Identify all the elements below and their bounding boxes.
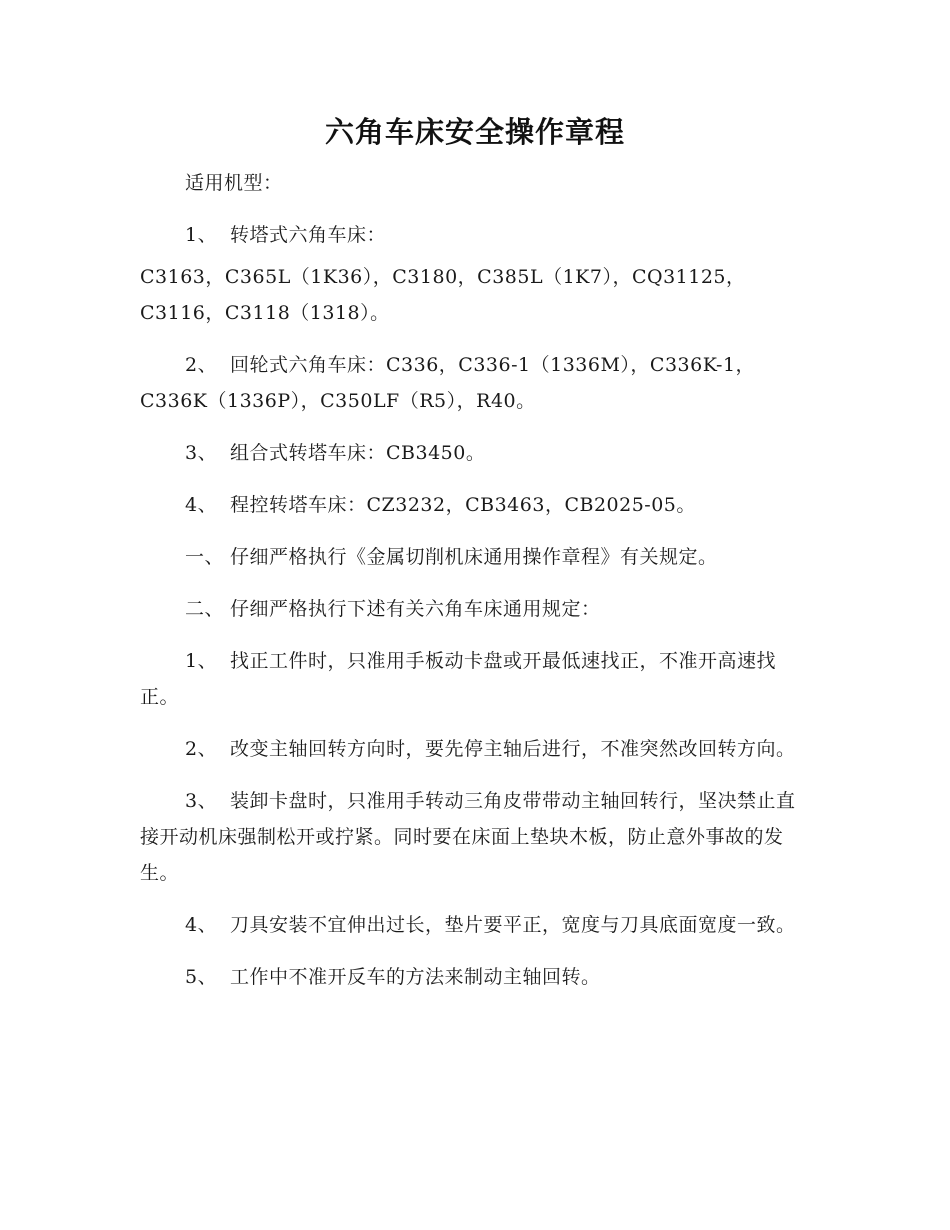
paragraph-text: 找正工件时，只准用手板动卡盘或开最低速找正，不准开高速找正。 <box>140 650 777 708</box>
document-body <box>140 165 805 1011</box>
item-number: 2、 <box>185 738 218 760</box>
paragraph-model-list <box>140 259 805 331</box>
item-number: 1、 <box>185 224 218 246</box>
item-number: 3、 <box>185 790 218 812</box>
paragraph-item <box>140 217 805 253</box>
paragraph-text: 程控转塔车床：CZ3232，CB3463，CB2025-05。 <box>230 494 696 516</box>
paragraph-text: 适用机型： <box>185 172 283 194</box>
paragraph-item <box>140 783 805 891</box>
paragraph-text: 工作中不准开反车的方法来制动主轴回转。 <box>230 966 601 988</box>
paragraph-item <box>140 435 805 471</box>
paragraph-text: 仔细严格执行《金属切削机床通用操作章程》有关规定。 <box>230 546 718 568</box>
paragraph-text: 刀具安装不宜伸出过长，垫片要平正，宽度与刀具底面宽度一致。 <box>230 914 796 936</box>
paragraph-text: 转塔式六角车床： <box>230 224 387 246</box>
paragraph-applicable-models <box>140 165 805 201</box>
paragraph-section <box>140 539 805 575</box>
paragraph-item <box>140 643 805 715</box>
paragraph-item <box>140 347 805 419</box>
paragraph-text: C3163，C365L（1K36），C3180，C385L（1K7），CQ31125，C3116，C3118（1318）。 <box>140 266 746 324</box>
paragraph-item <box>140 731 805 767</box>
item-number: 2、 <box>185 354 218 376</box>
section-number: 一、 <box>185 546 225 568</box>
paragraph-item <box>140 487 805 523</box>
item-number: 4、 <box>185 914 218 936</box>
item-number: 5、 <box>185 966 218 988</box>
paragraph-item <box>140 959 805 995</box>
item-number: 1、 <box>185 650 218 672</box>
item-number: 4、 <box>185 494 218 516</box>
document-title: 六角车床安全操作章程 <box>324 115 625 149</box>
paragraph-text: 改变主轴回转方向时，要先停主轴后进行，不准突然改回转方向。 <box>230 738 796 760</box>
paragraph-text: 组合式转塔车床：CB3450。 <box>230 442 486 464</box>
paragraph-item <box>140 907 805 943</box>
paragraph-section <box>140 591 805 627</box>
paragraph-text: 仔细严格执行下述有关六角车床通用规定： <box>230 598 601 620</box>
paragraph-text: 回轮式六角车床：C336，C336-1（1336M），C336K-1，C336K（1336P），C350LF（R5），R40。 <box>140 354 756 412</box>
paragraph-text: 装卸卡盘时，只准用手转动三角皮带带动主轴回转行，坚决禁止直接开动机床强制松开或拧紧。同时要在床面上垫块木板，防止意外事故的发生。 <box>140 790 796 884</box>
section-number: 二、 <box>185 598 225 620</box>
item-number: 3、 <box>185 442 218 464</box>
